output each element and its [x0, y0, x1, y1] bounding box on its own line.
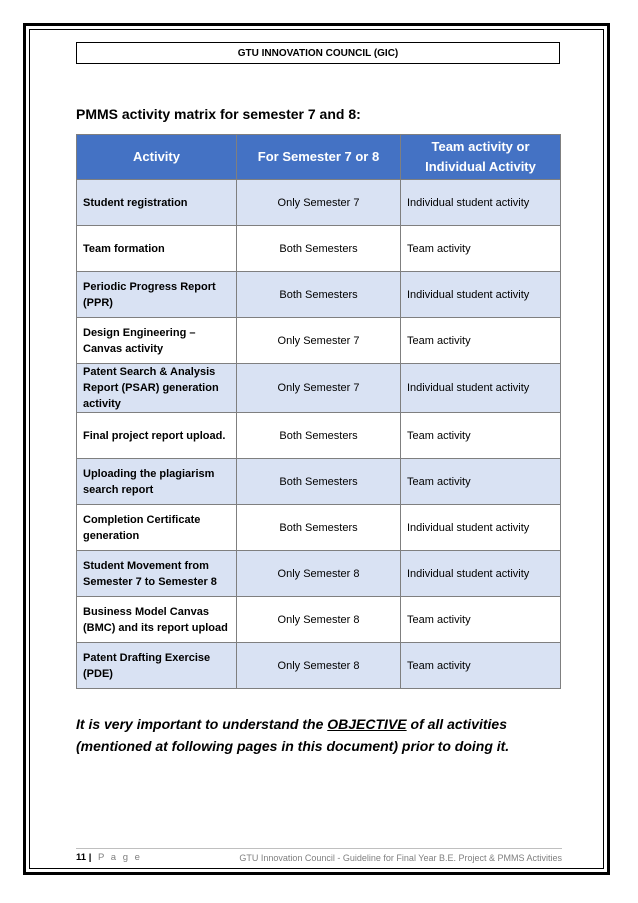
objective-text-after: of all activities (mentioned at following pages in this document) prior to doing it. — [76, 716, 510, 754]
objective-note — [76, 713, 566, 757]
activity-cell: Student Movement from Semester 7 to Semester 8 — [77, 551, 237, 597]
table-row — [77, 364, 561, 413]
table-row — [77, 505, 561, 551]
table-row — [77, 318, 561, 364]
activity-cell: Periodic Progress Report (PPR) — [77, 272, 237, 318]
activity-cell: Business Model Canvas (BMC) and its report upload — [77, 597, 237, 643]
activity-type-cell: Team activity — [401, 226, 561, 272]
semester-cell: Both Semesters — [237, 505, 401, 551]
table-row — [77, 272, 561, 318]
activity-type-cell: Individual student activity — [401, 551, 561, 597]
table-row — [77, 597, 561, 643]
activity-type-cell: Individual student activity — [401, 272, 561, 318]
table-row — [77, 643, 561, 689]
footer-divider — [76, 848, 562, 849]
activity-cell: Final project report upload. — [77, 413, 237, 459]
table-row — [77, 551, 561, 597]
semester-cell: Only Semester 8 — [237, 597, 401, 643]
activity-type-cell: Team activity — [401, 643, 561, 689]
semester-cell: Both Semesters — [237, 413, 401, 459]
objective-text-before: It is very important to understand the — [76, 716, 328, 732]
page-footer — [76, 852, 562, 863]
activity-cell: Completion Certificate generation — [77, 505, 237, 551]
table-row — [77, 459, 561, 505]
activity-type-cell: Individual student activity — [401, 364, 561, 413]
activity-cell: Team formation — [77, 226, 237, 272]
header-activity: Activity — [77, 135, 237, 180]
semester-cell: Both Semesters — [237, 272, 401, 318]
semester-cell: Both Semesters — [237, 226, 401, 272]
header-semester: For Semester 7 or 8 — [237, 135, 401, 180]
semester-cell: Only Semester 8 — [237, 551, 401, 597]
table-row — [77, 180, 561, 226]
semester-cell: Only Semester 7 — [237, 318, 401, 364]
activity-matrix-table — [76, 134, 561, 689]
header-activity-type: Team activity or Individual Activity — [401, 135, 561, 180]
activity-cell: Patent Drafting Exercise (PDE) — [77, 643, 237, 689]
page-number-block — [76, 852, 142, 863]
activity-type-cell: Individual student activity — [401, 505, 561, 551]
section-title: PMMS activity matrix for semester 7 and 8: — [76, 106, 361, 122]
page-word: P a g e — [98, 852, 142, 863]
activity-type-cell: Team activity — [401, 413, 561, 459]
page-separator: | — [88, 852, 92, 863]
activity-cell: Uploading the plagiarism search report — [77, 459, 237, 505]
semester-cell: Only Semester 7 — [237, 180, 401, 226]
semester-cell: Only Semester 7 — [237, 364, 401, 413]
table-row — [77, 413, 561, 459]
activity-type-cell: Team activity — [401, 597, 561, 643]
activity-cell: Student registration — [77, 180, 237, 226]
activity-cell: Patent Search & Analysis Report (PSAR) generation activity — [77, 364, 237, 413]
activity-type-cell: Team activity — [401, 459, 561, 505]
table-row — [77, 226, 561, 272]
page-number: 11 — [76, 852, 87, 863]
activity-type-cell: Team activity — [401, 318, 561, 364]
activity-type-cell: Individual student activity — [401, 180, 561, 226]
table-header-row — [77, 135, 561, 180]
objective-keyword: OBJECTIVE — [327, 716, 407, 732]
activity-cell: Design Engineering – Canvas activity — [77, 318, 237, 364]
document-header — [76, 42, 560, 64]
semester-cell: Both Semesters — [237, 459, 401, 505]
semester-cell: Only Semester 8 — [237, 643, 401, 689]
footer-text: GTU Innovation Council - Guideline for Final Year B.E. Project & PMMS Activities — [239, 852, 562, 863]
header-title: GTU INNOVATION COUNCIL (GIC) — [237, 47, 399, 59]
